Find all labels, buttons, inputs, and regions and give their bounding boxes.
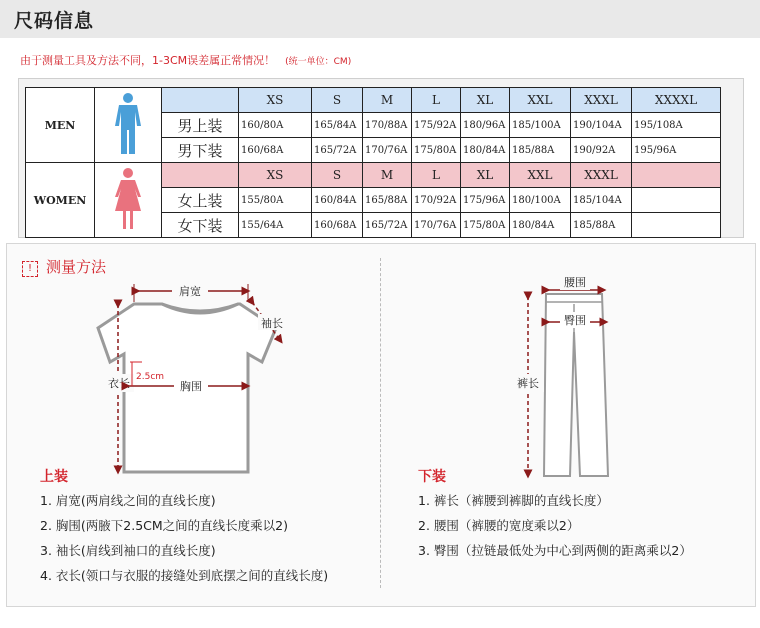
size-cell: 175/80A [412, 138, 461, 163]
size-cell [632, 188, 721, 213]
top-item: 1. 肩宽(两肩线之间的直线长度) [40, 493, 216, 508]
size-cell: 175/92A [412, 113, 461, 138]
label-shoulder: 肩宽 [179, 285, 201, 298]
size-chart-panel [18, 78, 744, 238]
bottom-section-title: 下装 [418, 469, 446, 485]
women-size-header: XS [239, 163, 312, 188]
size-cell: 185/104A [571, 188, 632, 213]
size-cell: 180/100A [510, 188, 571, 213]
size-cell: 155/64A [239, 213, 312, 238]
women-size-header: XL [461, 163, 510, 188]
size-cell: 170/76A [412, 213, 461, 238]
men-size-header: M [363, 88, 412, 113]
size-cell: 165/72A [312, 138, 363, 163]
size-cell: 155/80A [239, 188, 312, 213]
woman-figure-icon [95, 163, 162, 238]
section-divider [380, 258, 381, 588]
label-pants-length: 裤长 [517, 377, 539, 390]
row-label-women-top: 女上装 [162, 188, 239, 213]
top-item: 2. 胸围(两腋下2.5CM之间的直线长度乘以2) [40, 518, 288, 533]
row-label-men-top: 男上装 [162, 113, 239, 138]
size-cell: 165/84A [312, 113, 363, 138]
size-cell: 180/84A [461, 138, 510, 163]
men-size-header: XL [461, 88, 510, 113]
size-cell: 160/68A [239, 138, 312, 163]
size-cell: 195/96A [632, 138, 721, 163]
info-icon: ! [22, 261, 38, 277]
bottom-item: 3. 臀围（拉链最低处为中心到两侧的距离乘以2） [418, 543, 692, 558]
label-chest: 胸围 [180, 380, 202, 393]
women-size-header: S [312, 163, 363, 188]
size-cell [632, 213, 721, 238]
women-size-header: L [412, 163, 461, 188]
size-cell: 170/88A [363, 113, 412, 138]
measurement-note [20, 52, 351, 68]
size-cell: 180/84A [510, 213, 571, 238]
size-table [25, 87, 721, 238]
label-sleeve: 袖长 [261, 317, 283, 330]
size-cell: 170/76A [363, 138, 412, 163]
size-cell: 175/80A [461, 213, 510, 238]
men-size-header: XXXL [571, 88, 632, 113]
size-cell: 195/108A [632, 113, 721, 138]
bottom-item: 2. 腰围（裤腰的宽度乘以2） [418, 518, 580, 533]
size-cell: 180/96A [461, 113, 510, 138]
men-size-header: L [412, 88, 461, 113]
men-size-header: XXL [510, 88, 571, 113]
women-size-header: XXL [510, 163, 571, 188]
page-title: 尺码信息 [14, 10, 95, 32]
man-figure-icon [95, 88, 162, 163]
note-text: 由于测量工具及方法不同，1-3CM误差属正常情况！ [20, 54, 276, 67]
unit-note: (统一单位：CM) [285, 57, 352, 67]
men-label: MEN [26, 88, 95, 163]
men-size-header: XXXXL [632, 88, 721, 113]
size-cell: 165/72A [363, 213, 412, 238]
label-hip: 臀围 [564, 314, 586, 327]
top-item: 4. 衣长(领口与衣服的接缝处到底摆之间的直线长度) [40, 568, 329, 583]
size-cell: 165/88A [363, 188, 412, 213]
top-section-title: 上装 [40, 469, 68, 485]
measure-section-title: ! 测量方法 [22, 256, 106, 277]
label-length: 衣长 [108, 377, 130, 390]
men-size-header: S [312, 88, 363, 113]
shirt-diagram [90, 272, 310, 482]
label-waist: 腰围 [564, 276, 586, 289]
women-label: WOMEN [26, 163, 95, 238]
size-cell: 170/92A [412, 188, 461, 213]
size-cell: 185/100A [510, 113, 571, 138]
row-label-men-bottom: 男下装 [162, 138, 239, 163]
size-cell: 190/92A [571, 138, 632, 163]
size-cell: 160/80A [239, 113, 312, 138]
women-size-header: M [363, 163, 412, 188]
size-cell: 185/88A [571, 213, 632, 238]
men-size-header: XS [239, 88, 312, 113]
row-label-women-bottom: 女下装 [162, 213, 239, 238]
label-offset: 2.5cm [136, 372, 165, 382]
women-size-header: XXXL [571, 163, 632, 188]
header-bar [0, 0, 760, 38]
size-cell: 185/88A [510, 138, 571, 163]
size-cell: 160/84A [312, 188, 363, 213]
size-cell: 160/68A [312, 213, 363, 238]
women-size-header [632, 163, 721, 188]
pants-diagram [498, 270, 628, 480]
bottom-item: 1. 裤长（裤腰到裤脚的直线长度） [418, 493, 609, 508]
size-cell: 175/96A [461, 188, 510, 213]
top-item: 3. 袖长(肩线到袖口的直线长度) [40, 543, 216, 558]
size-cell: 190/104A [571, 113, 632, 138]
